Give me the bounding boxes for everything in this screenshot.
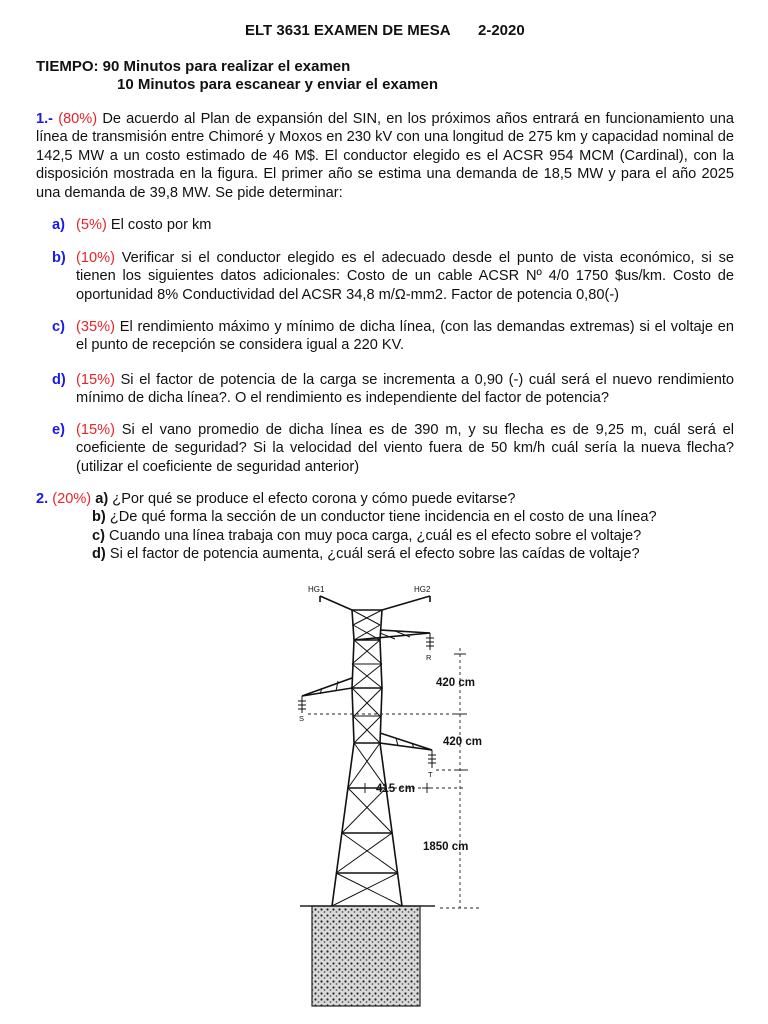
exam-period: 2-2020 (478, 22, 525, 39)
question-1b (52, 249, 734, 304)
tower-figure (290, 578, 490, 1018)
question-1-weight: (80%) (58, 111, 98, 127)
label-hg2: HG2 (414, 585, 431, 594)
question-1a (52, 216, 734, 234)
item-weight: (10%) (76, 250, 115, 266)
time-label: TIEMPO: (36, 58, 99, 75)
label-phase-t: T (428, 770, 433, 779)
item-text: Si el factor de potencia aumenta, ¿cuál será el efecto sobre las caídas de voltaje? (109, 546, 640, 563)
item-label: c) (92, 527, 105, 544)
question-2-number: 2. (36, 491, 49, 507)
item-text: Verificar si el conductor elegido es el adecuado desde el punto de vista económico, si se tienen los siguientes datos adicionales: Costo de un cable ACSR Nº 4/0 1750 $us/km. Costo de oportunidad 8% Conductividad del ACSR 34,8 m/Ω-mm2. Factor de potencia 0,80(-) (76, 250, 734, 303)
question-2b (36, 508, 734, 526)
item-text: Cuando una línea trabaja con muy poca carga, ¿cuál es el efecto sobre el voltaje? (109, 527, 642, 544)
question-1e (52, 421, 734, 476)
label-hg1: HG1 (308, 585, 325, 594)
exam-title: ELT 3631 EXAMEN DE MESA (245, 22, 451, 39)
time-line-2: 10 Minutos para escanear y enviar el examen (117, 76, 438, 93)
question-1d (52, 371, 734, 408)
question-1-number: 1.- (36, 111, 54, 127)
item-label: a) (52, 217, 65, 233)
tower-structure (302, 596, 432, 906)
dimension-label-4: 1850 cm (423, 841, 469, 853)
dimension-label-2: 420 cm (443, 736, 483, 748)
question-2a (36, 490, 734, 508)
time-line-1: 90 Minutos para realizar el examen (102, 58, 351, 75)
label-phase-s: S (299, 714, 305, 723)
item-label: b) (52, 250, 66, 266)
question-2c (36, 527, 734, 545)
question-2-weight: (20%) (52, 491, 92, 507)
dimension-label-1: 420 cm (436, 677, 476, 689)
item-weight: (5%) (76, 217, 107, 233)
dimension-label-3: 415 cm (376, 783, 416, 795)
question-2 (36, 490, 734, 564)
tower-lattice (320, 610, 414, 906)
item-label: a) (95, 491, 109, 507)
item-text: ¿De qué forma la sección de un conductor tiene incidencia en el costo de una línea? (109, 509, 657, 526)
item-text: ¿Por qué se produce el efecto corona y cómo puede evitarse? (112, 491, 516, 507)
question-1-statement (36, 110, 734, 202)
time-instructions (36, 58, 438, 94)
question-1-text: De acuerdo al Plan de expansión del SIN, en los próximos años entrará en funcionamiento una línea de transmisión entre Chimoré y Moxos en 230 kV con una longitud de 275 km y capacidad nominal de 142,5 MW a un costo estimado de 46 M$. El conductor elegido es el ACSR 954 MCM (Cardinal), con la disposición mostrada en la figura. El primer año se estima una demanda de 18,5 MW y para el año 2025 una demanda de 39,8 MW. Se pide determinar: (36, 111, 734, 201)
item-weight: (35%) (76, 319, 115, 335)
question-1c (52, 318, 734, 355)
item-weight: (15%) (76, 372, 115, 388)
question-2d (36, 545, 734, 563)
item-label: e) (52, 422, 65, 438)
item-text: El rendimiento máximo y mínimo de dicha línea, (con las demandas extremas) si el voltaje en el punto de recepción se considera igual a 220 KV. (76, 319, 734, 354)
item-text: El costo por km (110, 217, 212, 233)
item-label: d) (52, 372, 66, 388)
item-text: Si el vano promedio de dicha línea es de 390 m, y su flecha es de 9,25 m, cuál será el coeficiente de seguridad? Si la velocidad del viento fuera de 50 km/h cuál sería la nueva flecha? (utilizar el coeficiente de seguridad anterior) (76, 422, 734, 475)
label-phase-r: R (426, 653, 432, 662)
item-weight: (15%) (76, 422, 115, 438)
item-label: d) (92, 546, 106, 563)
item-text: Si el factor de potencia de la carga se incrementa a 0,90 (-) cuál será el nuevo rendimiento mínimo de dicha línea?. O el rendimiento es independiente del factor de potencia? (76, 372, 734, 407)
item-label: c) (52, 319, 65, 335)
foundation-block (312, 906, 420, 1006)
item-label: b) (92, 509, 106, 526)
